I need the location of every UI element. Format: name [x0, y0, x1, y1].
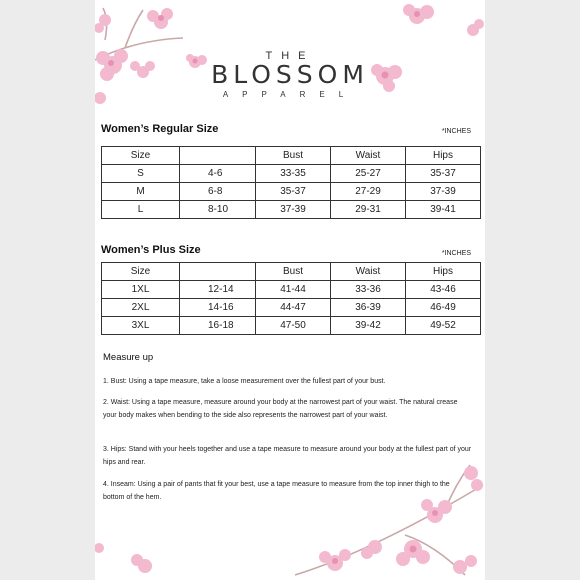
table-cell: 36-39	[331, 299, 406, 317]
table-cell: 39-42	[331, 317, 406, 335]
table-row	[102, 201, 481, 219]
table-cell: 33-36	[331, 281, 406, 299]
table-cell: 3XL	[102, 317, 180, 335]
column-header: Bust	[256, 263, 331, 281]
column-header: Hips	[406, 263, 481, 281]
table-cell: 37-39	[256, 201, 331, 219]
plus-size-table	[101, 262, 481, 335]
regular-unit-note: *INCHES	[441, 128, 471, 135]
table-cell: 43-46	[406, 281, 481, 299]
regular-size-table	[101, 146, 481, 219]
table-row	[102, 299, 481, 317]
table-row	[102, 317, 481, 335]
plus-size-title: Women’s Plus Size	[101, 244, 201, 256]
table-cell: L	[102, 201, 180, 219]
measure-step-waist: 2. Waist: Using a tape measure, measure around your body at the narrowest part of your waist. The natural crease your body makes when bending to the side also represents the narrowest part of your waist.	[103, 399, 458, 419]
table-cell: 4-6	[180, 165, 256, 183]
cherry-blossom-bottom-right	[295, 455, 485, 580]
table-cell: 16-18	[180, 317, 256, 335]
column-header: Hips	[406, 147, 481, 165]
table-cell: 12-14	[180, 281, 256, 299]
table-cell: 25-27	[331, 165, 406, 183]
brand-the: THE	[265, 50, 315, 62]
table-cell: 37-39	[406, 183, 481, 201]
table-cell: 1XL	[102, 281, 180, 299]
column-header	[180, 147, 256, 165]
table-cell: 33-35	[256, 165, 331, 183]
table-cell: 39-41	[406, 201, 481, 219]
measure-up-title: Measure up	[103, 352, 154, 363]
table-header-row	[102, 147, 481, 165]
measure-step-bust: 1. Bust: Using a tape measure, take a loose measurement over the fullest part of your bust.	[103, 378, 386, 385]
cherry-blossom-bottom-left	[95, 530, 155, 580]
column-header: Waist	[331, 147, 406, 165]
column-header	[180, 263, 256, 281]
table-cell: 41-44	[256, 281, 331, 299]
table-cell: 2XL	[102, 299, 180, 317]
size-chart-sheet	[95, 0, 485, 580]
table-header-row	[102, 263, 481, 281]
table-cell: 35-37	[406, 165, 481, 183]
cherry-blossom-top-right	[395, 0, 485, 45]
brand-name: BLOSSOM	[211, 60, 369, 89]
table-row	[102, 281, 481, 299]
measure-step-inseam: 4. Inseam: Using a pair of pants that fit your best, use a tape measure to measure from the top inner thigh to the bottom of the hem.	[103, 481, 450, 501]
column-header: Size	[102, 147, 180, 165]
table-cell: 6-8	[180, 183, 256, 201]
column-header: Bust	[256, 147, 331, 165]
table-cell: S	[102, 165, 180, 183]
table-row	[102, 183, 481, 201]
column-header: Waist	[331, 263, 406, 281]
brand-subtitle: APPAREL	[222, 90, 358, 99]
table-cell: 8-10	[180, 201, 256, 219]
plus-unit-note: *INCHES	[441, 250, 471, 257]
table-cell: M	[102, 183, 180, 201]
regular-size-title: Women’s Regular Size	[101, 123, 219, 135]
table-cell: 35-37	[256, 183, 331, 201]
column-header: Size	[102, 263, 180, 281]
table-cell: 46-49	[406, 299, 481, 317]
table-cell: 14-16	[180, 299, 256, 317]
table-cell: 49-52	[406, 317, 481, 335]
table-cell: 29-31	[331, 201, 406, 219]
measure-step-hips: 3. Hips: Stand with your heels together and use a tape measure to measure around your body at the fullest part of your hips and rear.	[103, 446, 472, 466]
table-row	[102, 165, 481, 183]
table-cell: 27-29	[331, 183, 406, 201]
table-cell: 44-47	[256, 299, 331, 317]
table-cell: 47-50	[256, 317, 331, 335]
